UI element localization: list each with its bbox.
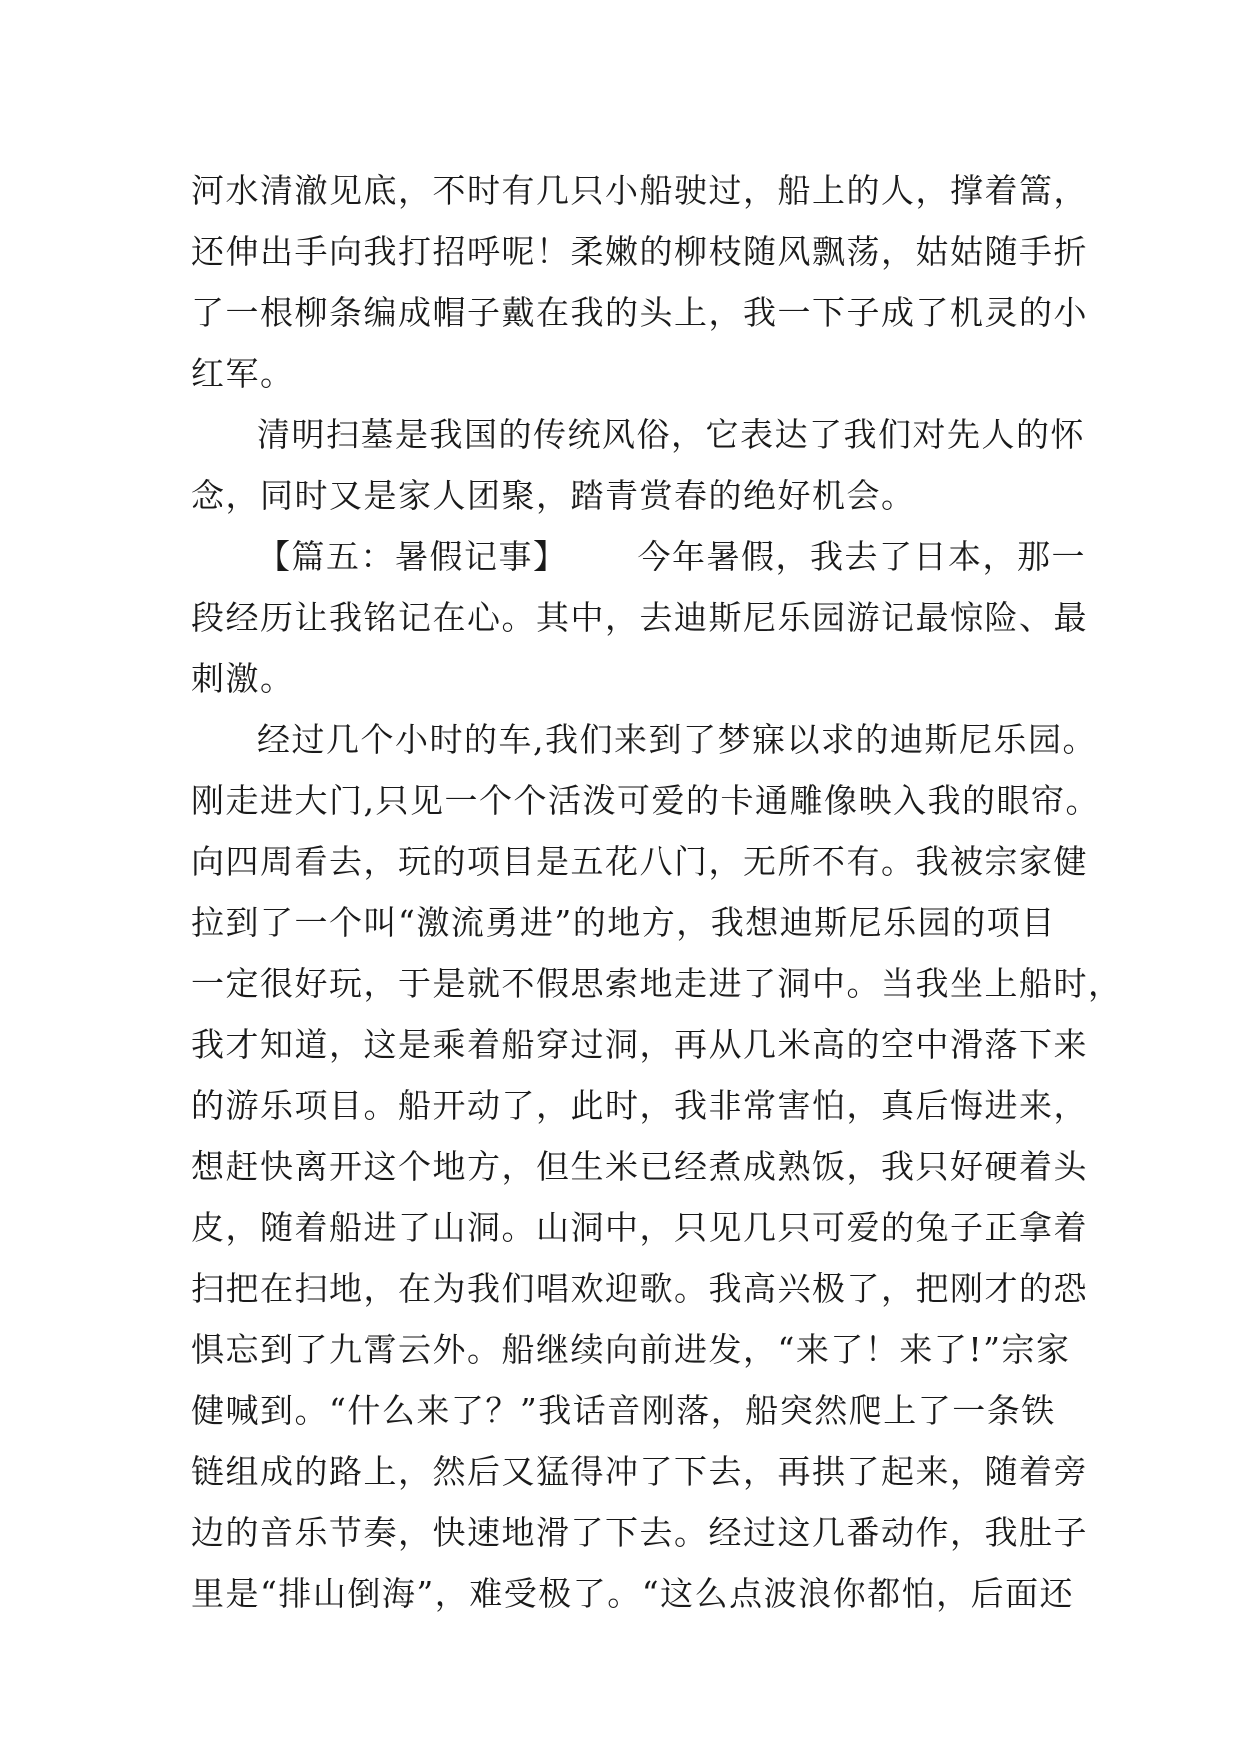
text-line: 边的音乐节奏，快速地滑了下去。经过这几番动作，我肚子 <box>191 1513 1088 1552</box>
text-line: 向四周看去，玩的项目是五花八门，无所不有。我被宗家健 <box>191 842 1088 881</box>
text-line: 想赶快离开这个地方，但生米已经煮成熟饭，我只好硬着头 <box>191 1147 1088 1186</box>
text-line: 河水清澈见底，不时有几只小船驶过，船上的人，撑着篙， <box>191 171 1088 210</box>
text-line: 惧忘到了九霄云外。船继续向前进发，“来了！来了!”宗家 <box>191 1330 1071 1369</box>
text-line: 念，同时又是家人团聚，踏青赏春的绝好机会。 <box>191 476 916 515</box>
text-line: 了一根柳条编成帽子戴在我的头上，我一下子成了机灵的小 <box>191 293 1088 332</box>
text-line: 皮，随着船进了山洞。山洞中，只见几只可爱的兔子正拿着 <box>191 1208 1088 1247</box>
text-line: 拉到了一个叫“激流勇进”的地方，我想迪斯尼乐园的项目 <box>191 903 1056 942</box>
text-line: 我才知道，这是乘着船穿过洞，再从几米高的空中滑落下来 <box>191 1025 1088 1064</box>
document-body <box>191 160 1123 1624</box>
text-line: 链组成的路上，然后又猛得冲了下去，再拱了起来，随着旁 <box>191 1452 1088 1491</box>
text-line: 一定很好玩，于是就不假思索地走进了洞中。当我坐上船时， <box>191 964 1123 1003</box>
text-line: 健喊到。“什么来了？”我话音刚落，船突然爬上了一条铁 <box>191 1391 1056 1430</box>
text-line: 经过几个小时的车,我们来到了梦寐以求的迪斯尼乐园。 <box>257 720 1097 759</box>
text-line: 刚走进大门,只见一个个活泼可爱的卡通雕像映入我的眼帘。 <box>191 781 1100 820</box>
text-line: 刺激。 <box>191 659 295 698</box>
text-line: 的游乐项目。船开动了，此时，我非常害怕，真后悔进来， <box>191 1086 1088 1125</box>
text-line: 还伸出手向我打招呼呢！柔嫩的柳枝随风飘荡，姑姑随手折 <box>191 232 1088 271</box>
text-line: 红军。 <box>191 354 295 393</box>
section-heading-line <box>191 526 1086 587</box>
text-line: 段经历让我铭记在心。其中，去迪斯尼乐园游记最惊险、最 <box>191 598 1088 637</box>
text-line: 扫把在扫地，在为我们唱欢迎歌。我高兴极了，把刚才的恐 <box>191 1269 1088 1308</box>
section-heading: 【篇五：暑假记事】 <box>257 537 568 576</box>
text-line: 清明扫墓是我国的传统风俗，它表达了我们对先人的怀 <box>257 415 1085 454</box>
text-line: 里是“排山倒海”，难受极了。“这么点波浪你都怕，后面还 <box>191 1574 1075 1613</box>
section-heading-rest: 今年暑假，我去了日本，那一 <box>637 537 1086 576</box>
